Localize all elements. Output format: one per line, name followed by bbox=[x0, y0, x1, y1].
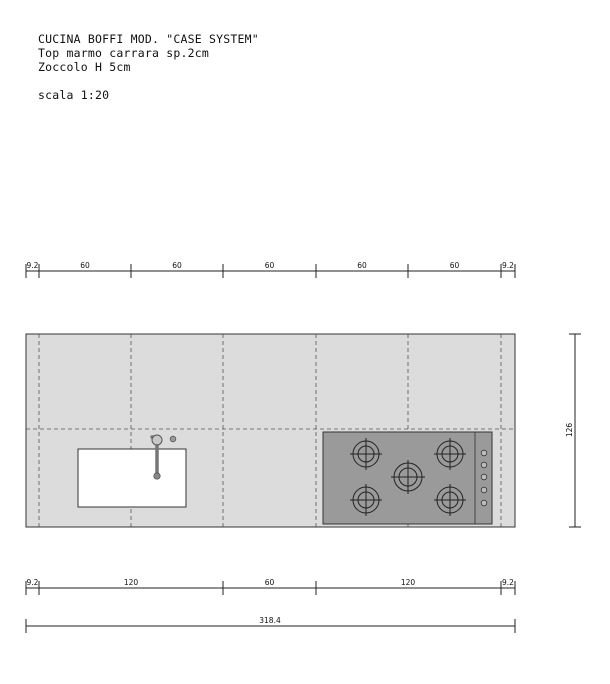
top-dim-label: 60 bbox=[449, 261, 460, 270]
top-dim-label: 9.2 bbox=[502, 261, 514, 270]
bottom-dim-label: 120 bbox=[400, 578, 416, 587]
bottom-dim-label: 9.2 bbox=[26, 578, 39, 587]
top-dim-label: 60 bbox=[80, 261, 90, 270]
knob bbox=[481, 462, 487, 468]
gas-hob bbox=[323, 432, 492, 524]
depth-label: 126 bbox=[565, 422, 574, 438]
scale-note: scala 1:20 bbox=[38, 88, 110, 102]
title-note: CUCINA BOFFI MOD. "CASE SYSTEM" bbox=[38, 32, 259, 46]
knob bbox=[481, 474, 487, 480]
bottom-dim-label: 120 bbox=[123, 578, 139, 587]
knob bbox=[481, 450, 487, 456]
faucet-knob bbox=[170, 436, 176, 442]
top-dim-label: 9.2 bbox=[26, 261, 39, 270]
bottom-dim-label: 9.2 bbox=[502, 578, 514, 587]
top-dim-label: 60 bbox=[172, 261, 182, 270]
bottom-dim-label: 60 bbox=[264, 578, 275, 587]
top-dim-label: 60 bbox=[264, 261, 275, 270]
knob bbox=[481, 500, 487, 506]
plinth-note: Zoccolo H 5cm bbox=[38, 60, 131, 74]
knob bbox=[481, 487, 487, 493]
total-dim-label: 318.4 bbox=[259, 616, 281, 625]
top-dim-label: 60 bbox=[357, 261, 367, 270]
worktop-note: Top marmo carrara sp.2cm bbox=[38, 46, 209, 60]
sink-basin bbox=[78, 449, 186, 507]
